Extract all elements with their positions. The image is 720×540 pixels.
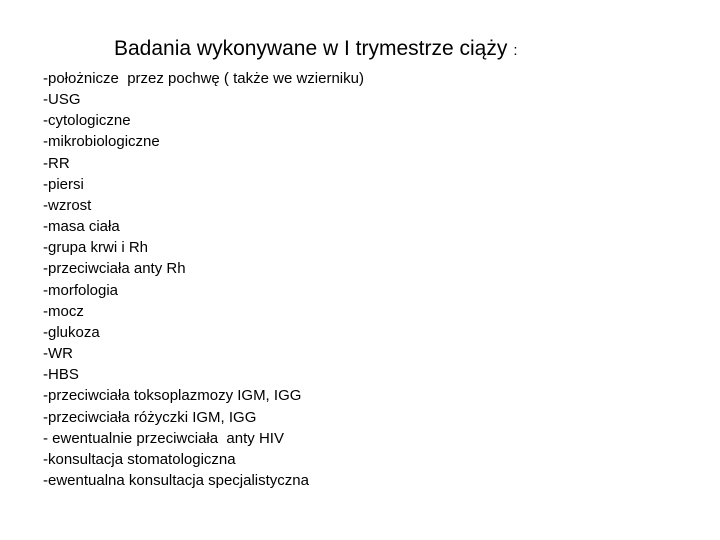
list-item: -wzrost	[43, 196, 92, 214]
list-item: - ewentualnie przeciwciała anty HIV	[43, 429, 284, 447]
list-item: -masa ciała	[43, 218, 120, 236]
slide-title	[114, 36, 518, 64]
list-item: -konsultacja stomatologiczna	[43, 450, 236, 468]
list-item: -USG	[43, 91, 81, 109]
list-item: -morfologia	[43, 281, 119, 299]
list-item: -piersi	[43, 175, 84, 193]
list-item: -mocz	[43, 302, 84, 320]
exam-list	[43, 68, 364, 491]
list-item: -przeciwciała różyczki IGM, IGG	[43, 408, 257, 426]
list-item: -położnicze przez pochwę ( także we wzierniku)	[43, 70, 364, 87]
list-item: -przeciwciała toksoplazmozy IGM, IGG	[43, 387, 302, 405]
list-item: -RR	[43, 154, 70, 172]
list-item: -przeciwciała anty Rh	[43, 260, 186, 278]
list-item: -cytologiczne	[43, 112, 131, 130]
slide-title-text: Badania wykonywane w I trymestrze ciąży	[114, 37, 508, 60]
list-item: -grupa krwi i Rh	[43, 239, 149, 257]
list-item: -glukoza	[43, 323, 100, 341]
list-item: -WR	[43, 345, 73, 363]
slide-title-suffix: :	[513, 42, 518, 59]
list-item: -mikrobiologiczne	[43, 133, 160, 151]
list-item: -HBS	[43, 366, 79, 384]
list-item: -ewentualna konsultacja specjalistyczna	[43, 471, 309, 489]
